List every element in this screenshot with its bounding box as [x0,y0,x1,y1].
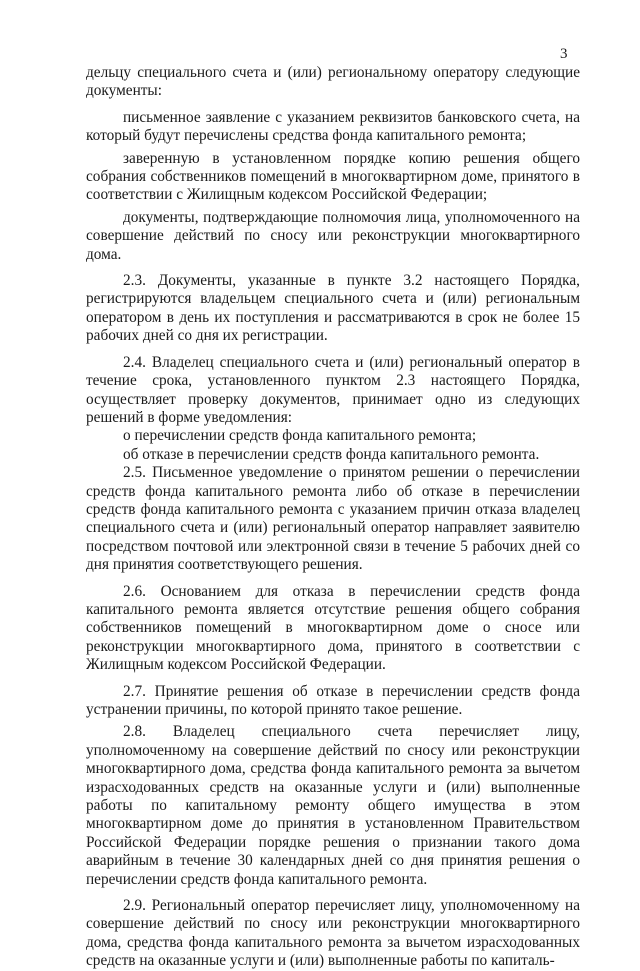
option-transfer: о перечислении средств фонда капитального ремонта; [123,427,477,445]
list-item-decision-copy: заверенную в установленном порядке копию решения общего собрания собственников помещений в многоквартирном доме, принятого в соответствии с Жилищным кодексом Российской Федерации; [86,149,580,204]
option-refusal: об отказе в перечислении средств фонда капитального ремонта. [123,445,540,463]
paragraph-2-4: 2.4. Владелец специального счета и (или) региональный оператор в течение срока, установленного пунктом 2.3 настоящего Порядка, осуществляет проверку документов, принимает одно из следующих решений в форме уведомления: [86,353,580,426]
paragraph-2-7: 2.7. Принятие решения об отказе в перечислении средств фонда устранении причины, по которой принято такое решение. [86,682,580,718]
paragraph-2-3: 2.3. Документы, указанные в пункте 3.2 настоящего Порядка, регистрируются владельцем специального счета и (или) региональным оператором в день их поступления и рассматриваются в срок не более 15 рабочих дней со дня их регистрации. [86,272,580,345]
paragraph-2-9: 2.9. Региональный оператор перечисляет лицу, уполномоченному на совершение действий по сносу или реконструкции многоквартирного дома, средства фонда капитального ремонта за вычетом израсходованных средств на оказанные услуги и (или) выполненные работы по капиталь- [86,897,580,970]
paragraph-continuation: дельцу специального счета и (или) региональному оператору следующие документы: [86,64,580,100]
list-item-application: письменное заявление с указанием реквизитов банковского счета, на который будут перечислены средства фонда капитального ремонта; [86,108,580,145]
page-number: 3 [560,46,568,62]
paragraph-2-5: 2.5. Письменное уведомление о принятом решении о перечислении средств фонда капитального ремонта либо об отказе в перечислении средств фонда капитального ремонта с указанием причин отказа владелец специального счета и (или) региональный оператор направляет заявителю посредством почтовой или электронной связи в течение 5 рабочих дней со дня принятия соответствующего решения. [86,464,580,574]
document-body [86,64,580,971]
list-item-authority-docs: документы, подтверждающие полномочия лица, уполномоченного на совершение действий по сносу или реконструкции многоквартирного дома. [86,208,580,263]
paragraph-2-8: 2.8. Владелец специального счета перечисляет лицу, уполномоченному на совершение действий по сносу или реконструкции многоквартирного дома, средства фонда капитального ремонта за вычетом израсходованных средств на оказанные услуги и (или) выполненные работы по капитальному ремонту общего имущества в этом многоквартирном доме до принятия в установленном Правительством Российской Федерации порядке решения о признании такого дома аварийным в течение 30 календарных дней со дня принятия решения о перечислении средств фонда капитального ремонта. [86,723,580,888]
paragraph-2-6: 2.6. Основанием для отказа в перечислении средств фонда капитального ремонта является отсутствие решения общего собрания собственников помещений в многоквартирном доме о сносе или реконструкции многоквартирного дома, принятого в соответствии с Жилищным кодексом Российской Федерации. [86,582,580,674]
